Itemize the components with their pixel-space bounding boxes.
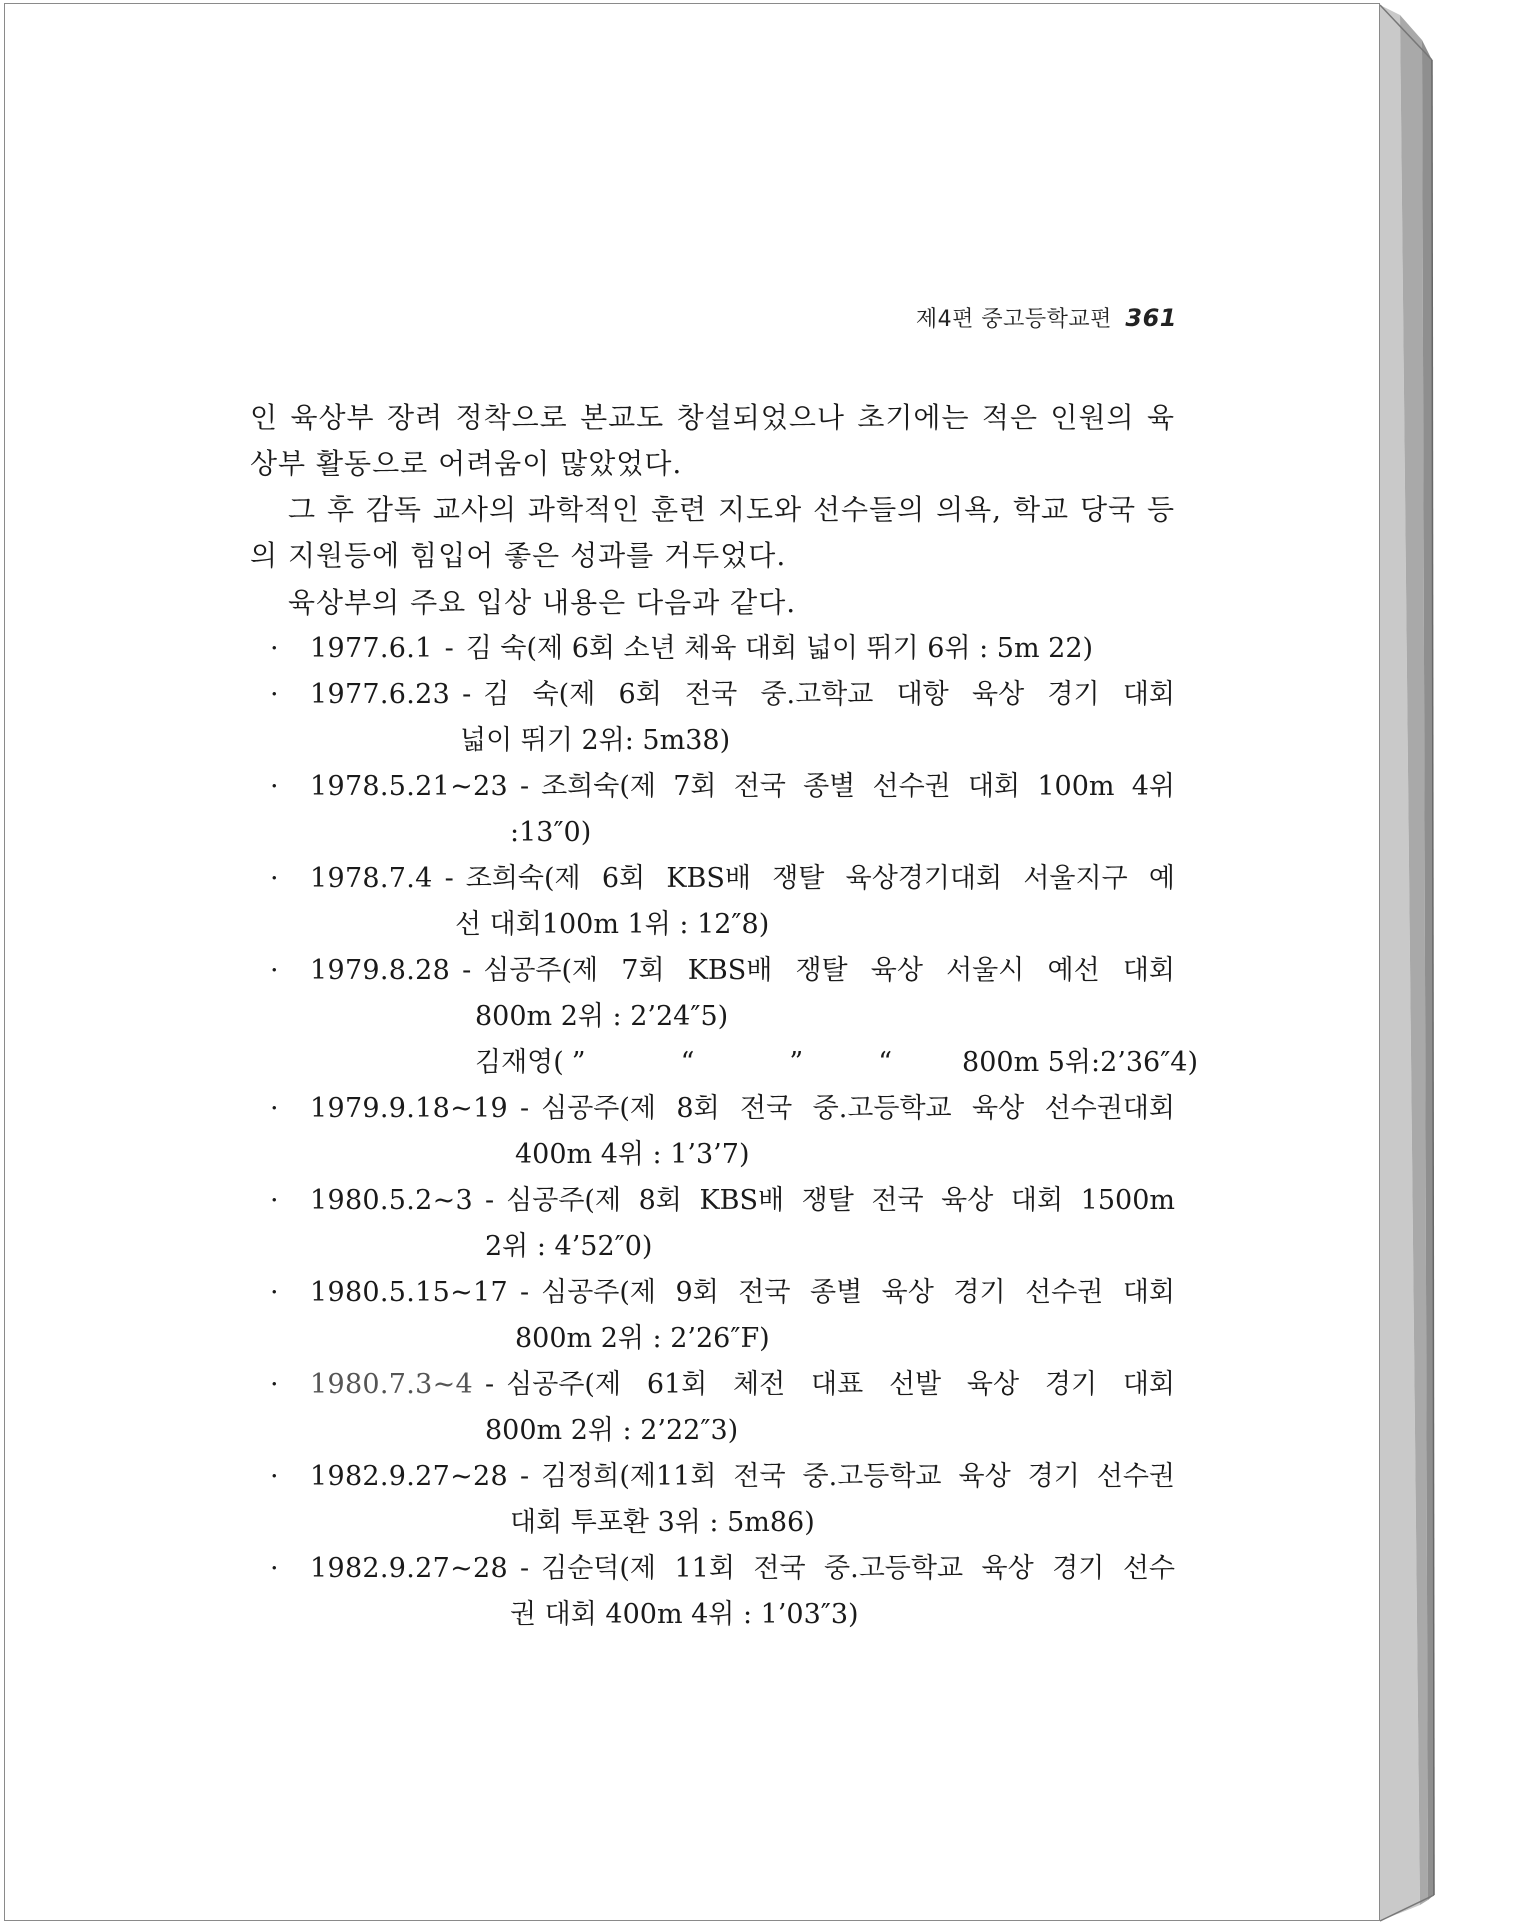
dash: - [444, 863, 454, 894]
bullet: · [270, 679, 279, 710]
entry-continuation: 대회 투포환 3위 : 5m86) [510, 1507, 815, 1538]
entry-date: 1980.7.3~4 [310, 1369, 474, 1400]
list-item [270, 1362, 1175, 1454]
list-item [270, 1546, 1175, 1638]
bullet: · [270, 1093, 279, 1124]
dash: - [520, 1093, 530, 1124]
dash: - [520, 771, 530, 802]
running-header [916, 302, 1177, 333]
entry-text: 심공주(제 8회 전국 중.고등학교 육상 선수권대회 [541, 1093, 1175, 1124]
list-item [270, 1454, 1175, 1546]
entry-continuation: 선 대회100m 1위 : 12″8) [455, 909, 770, 940]
list-item [270, 856, 1175, 948]
list-item [270, 672, 1175, 764]
ditto-line [270, 1040, 1199, 1086]
ditto-mark: ” [571, 1047, 586, 1078]
page-number: 361 [1125, 304, 1177, 332]
bullet: · [270, 955, 279, 986]
ditto-mark: ” [789, 1047, 804, 1078]
entry-date: 1978.7.4 [310, 863, 433, 894]
entry-continuation: 권 대회 400m 4위 : 1’03″3) [510, 1599, 859, 1630]
entry-text: 조희숙(제 6회 KBS배 쟁탈 육상경기대회 서울지구 예 [465, 863, 1175, 894]
section-title: 제4편 중고등학교편 [915, 307, 1112, 332]
entry-date: 1979.8.28 [310, 955, 451, 986]
ditto-name: 김재영( [475, 1047, 564, 1078]
list-item [270, 1270, 1175, 1362]
entry-text: 심공주(제 8회 KBS배 쟁탈 전국 육상 대회 1500m [506, 1185, 1175, 1216]
entry-date: 1980.5.15~17 [310, 1277, 508, 1308]
entry-date: 1982.9.27~28 [310, 1461, 508, 1492]
dash: - [462, 955, 472, 986]
dash: - [520, 1277, 530, 1308]
entry-date: 1979.9.18~19 [310, 1093, 508, 1124]
list-item [270, 948, 1199, 1086]
ditto-result: 800m 5위:2’36″4) [962, 1047, 1199, 1078]
entry-continuation: :13″0) [510, 817, 592, 848]
entry-continuation: 2위 : 4’52″0) [485, 1231, 653, 1262]
dash: - [462, 679, 472, 710]
list-item [270, 1178, 1175, 1270]
bullet: · [270, 863, 279, 894]
paragraph-3: 육상부의 주요 입상 내용은 다음과 같다. [288, 586, 797, 619]
dash: - [520, 1553, 530, 1584]
bullet: · [270, 1185, 279, 1216]
dash: - [520, 1461, 530, 1492]
entry-text: 조희숙(제 7회 전국 종별 선수권 대회 100m 4위 [541, 771, 1175, 802]
entry-continuation: 800m 2위 : 2’24″5) [475, 1001, 729, 1032]
dash: - [444, 633, 454, 664]
bullet: · [270, 1553, 279, 1584]
entry-date: 1978.5.21~23 [310, 771, 508, 802]
list-item [270, 626, 1175, 672]
bullet: · [270, 1369, 279, 1400]
list-item [270, 764, 1175, 856]
entry-text: 김순덕(제 11회 전국 중.고등학교 육상 경기 선수 [541, 1553, 1175, 1584]
dash: - [485, 1369, 495, 1400]
entry-text: 김 숙(제 6회 소년 체육 대회 넓이 뛰기 6위 : 5m 22) [465, 633, 1094, 664]
ditto-mark: “ [680, 1047, 695, 1078]
entry-date: 1980.5.2~3 [310, 1185, 474, 1216]
entry-date: 1982.9.27~28 [310, 1553, 508, 1584]
dash: - [485, 1185, 495, 1216]
bullet: · [270, 771, 279, 802]
entry-date: 1977.6.23 [310, 679, 451, 710]
award-list [270, 626, 1199, 1638]
paragraph-1: 인 육상부 장려 정착으로 본교도 창설되었으나 초기에는 적은 인원의 육상부 활동으로 어려움이 많았었다. [250, 401, 1175, 480]
paragraph-2: 그 후 감독 교사의 과학적인 훈련 지도와 선수들의 의욕, 학교 당국 등의 지원등에 힘입어 좋은 성과를 거두었다. [250, 493, 1175, 572]
entry-text: 김정희(제11회 전국 중.고등학교 육상 경기 선수권 [541, 1461, 1175, 1492]
entry-continuation: 800m 2위 : 2’22″3) [485, 1415, 739, 1446]
bullet: · [270, 633, 279, 664]
entry-text: 심공주(제 61회 체전 대표 선발 육상 경기 대회 [506, 1369, 1175, 1400]
entry-text: 심공주(제 9회 전국 종별 육상 경기 선수권 대회 [541, 1277, 1175, 1308]
ditto-mark: “ [878, 1047, 893, 1078]
entry-date: 1977.6.1 [310, 633, 433, 664]
entry-continuation: 800m 2위 : 2’26″F) [515, 1323, 770, 1354]
entry-continuation: 넓이 뛰기 2위: 5m38) [460, 725, 731, 756]
list-item [270, 1086, 1175, 1178]
bullet: · [270, 1277, 279, 1308]
bullet: · [270, 1461, 279, 1492]
entry-continuation: 400m 4위 : 1’3’7) [515, 1139, 750, 1170]
entry-text: 김 숙(제 6회 전국 중.고학교 대항 육상 경기 대회 [483, 679, 1175, 710]
entry-text: 심공주(제 7회 KBS배 쟁탈 육상 서울시 예선 대회 [483, 955, 1175, 986]
